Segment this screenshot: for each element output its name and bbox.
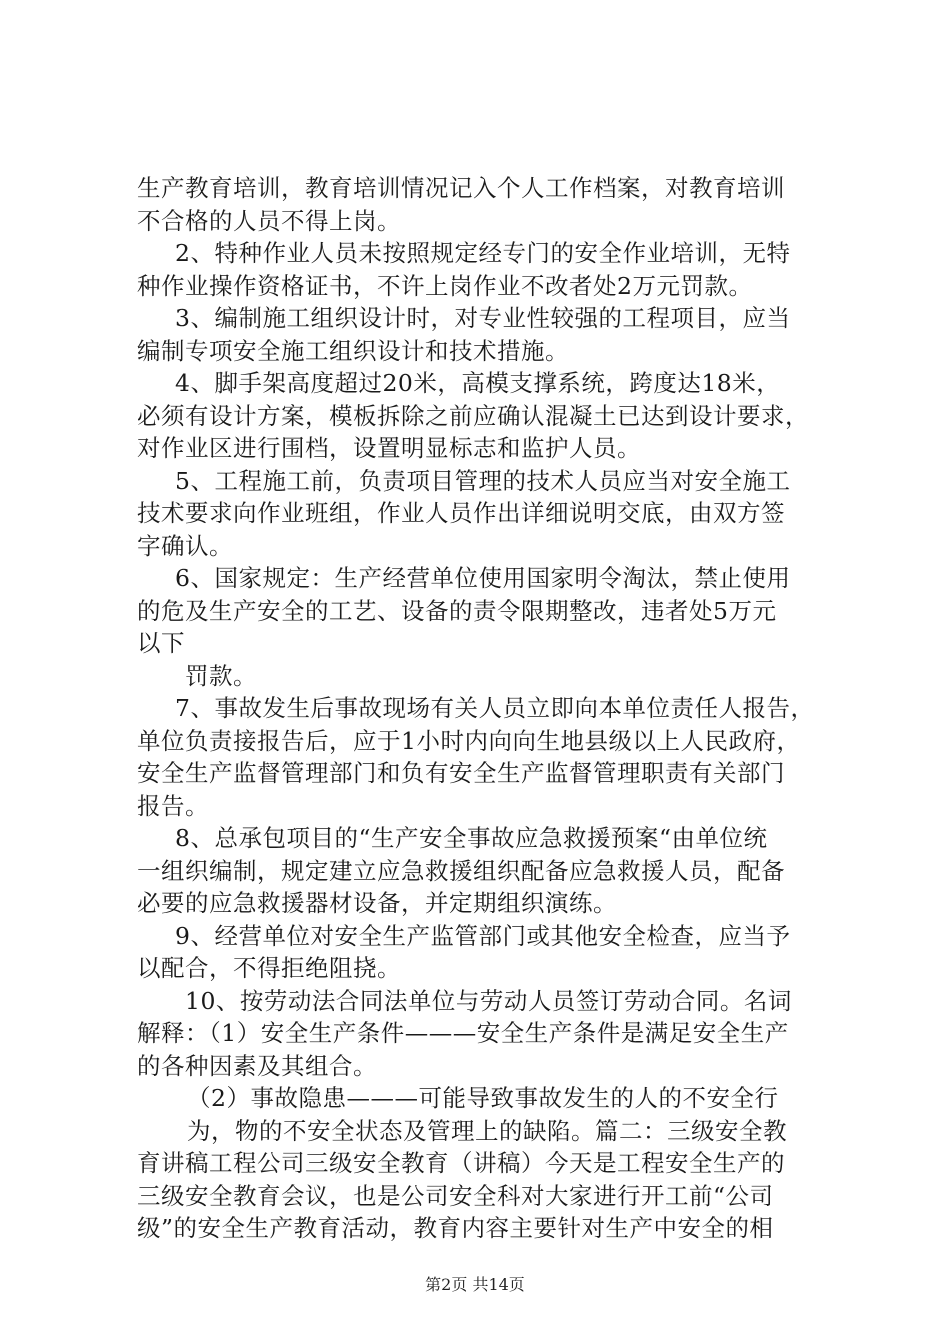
page-number-footer: 第2页 共14页 — [425, 1275, 525, 1294]
text-line: 三级安全教育会议，也是公司安全科对大家进行开工前“公司 — [137, 1181, 774, 1210]
text-line: （2）事故隐患———可能导致事故发生的人的不安全行 — [187, 1084, 779, 1112]
text-line: 4、脚手架高度超过20米，高模支撑系统，跨度达18米， — [175, 369, 781, 397]
text-line: 安全生产监督管理部门和负有安全生产监督管理职责有关部门 — [137, 759, 785, 787]
text-line: 种作业操作资格证书，不许上岗作业不改者处2万元罚款。 — [137, 271, 753, 300]
text-line: 以下 — [137, 629, 185, 657]
text-line: 的危及生产安全的工艺、设备的责令限期整改，违者处5万元 — [137, 596, 777, 625]
text-line: 技术要求向作业班组，作业人员作出详细说明交底，由双方签 — [137, 499, 785, 527]
text-line: 必须有设计方案，模板拆除之前应确认混凝土已达到设计要求， — [137, 401, 809, 430]
text-line: 以配合，不得拒绝阻挠。 — [137, 954, 401, 982]
text-line: 一组织编制，规定建立应急救援组织配备应急救援人员，配备 — [137, 856, 785, 885]
text-line: 编制专项安全施工组织设计和技术措施。 — [137, 336, 569, 365]
text-line: 解释：（1）安全生产条件———安全生产条件是满足安全生产 — [137, 1019, 789, 1047]
text-line: 5、工程施工前，负责项目管理的技术人员应当对安全施工 — [175, 466, 791, 495]
text-line: 必要的应急救援器材设备，并定期组织演练。 — [137, 889, 617, 917]
text-line: 2、特种作业人员未按照规定经专门的安全作业培训，无特 — [175, 239, 791, 267]
text-line: 9、经营单位对安全生产监管部门或其他安全检查，应当予 — [175, 921, 791, 950]
text-line: 级”的安全生产教育活动，教育内容主要针对生产中安全的相 — [137, 1214, 774, 1242]
text-line: 不合格的人员不得上岗。 — [137, 206, 401, 235]
text-line: 7、事故发生后事故现场有关人员立即向本单位责任人报告， — [175, 694, 815, 722]
text-line: 育讲稿工程公司三级安全教育（讲稿）今天是工程安全生产的 — [137, 1149, 785, 1177]
text-line: 10、按劳动法合同法单位与劳动人员签订劳动合同。名词 — [185, 986, 792, 1015]
text-line: 对作业区进行围档，设置明显标志和监护人员。 — [137, 434, 641, 462]
text-line: 6、国家规定：生产经营单位使用国家明令淘汰，禁止使用 — [175, 564, 791, 592]
text-line: 为，物的不安全状态及管理上的缺陷。篇二：三级安全教 — [187, 1116, 787, 1145]
text-line: 生产教育培训，教育培训情况记入个人工作档案，对教育培训 — [137, 174, 785, 202]
text-line: 单位负责接报告后，应于1小时内向向生地县级以上人民政府， — [137, 726, 801, 755]
text-line: 罚款。 — [185, 661, 257, 690]
text-line: 3、编制施工组织设计时，对专业性较强的工程项目，应当 — [175, 304, 791, 332]
text-line: 字确认。 — [137, 531, 233, 560]
text-line: 8、总承包项目的“生产安全事故应急救援预案“由单位统 — [175, 824, 768, 852]
document-body — [137, 172, 837, 1245]
text-line: 报告。 — [137, 791, 209, 820]
text-line: 的各种因素及其组合。 — [137, 1051, 377, 1080]
